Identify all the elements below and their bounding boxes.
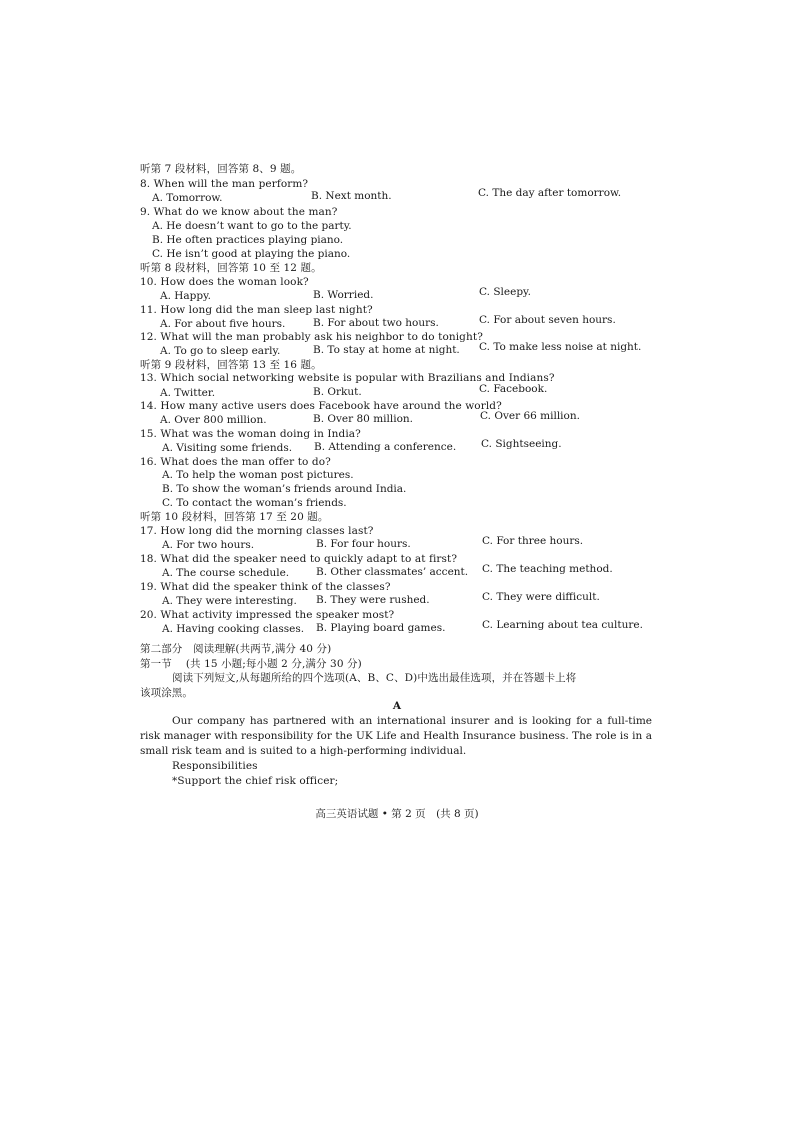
q13-option-c: C. Facebook. [479, 383, 548, 395]
question-12-stem: 12. What will the man probably ask his neighbor to do tonight? [140, 331, 483, 343]
q20-option-a: A. Having cooking classes. [162, 623, 305, 635]
q16-option-a: A. To help the woman post pictures. [162, 469, 354, 481]
part2-title: 第二部分 阅读理解(共两节,满分 40 分) [140, 643, 332, 655]
q10-option-c: C. Sleepy. [479, 286, 531, 298]
question-11-stem: 11. How long did the man sleep last night? [140, 304, 373, 316]
question-17-stem: 17. How long did the morning classes last? [140, 525, 374, 537]
q19-option-a: A. They were interesting. [162, 595, 297, 607]
question-15-stem: 15. What was the woman doing in India? [140, 428, 361, 440]
responsibility-item-1: *Support the chief risk officer; [172, 775, 339, 787]
q18-option-b: B. Other classmates’ accent. [316, 566, 469, 578]
section-heading-8: 听第 8 段材料，回答第 10 至 12 题。 [140, 262, 322, 274]
q13-option-b: B. Orkut. [313, 386, 362, 398]
q8-option-c: C. The day after tomorrow. [478, 187, 622, 199]
q12-option-a: A. To go to sleep early. [160, 345, 281, 357]
section-heading-10: 听第 10 段材料，回答第 17 至 20 题。 [140, 511, 329, 523]
q9-option-c: C. He isn’t good at playing the piano. [152, 248, 351, 260]
q11-option-a: A. For about five hours. [160, 318, 286, 330]
part2-subsection: 第一节 (共 15 小题;每小题 2 分,满分 30 分) [140, 658, 362, 670]
question-14-stem: 14. How many active users does Facebook have around the world? [140, 400, 502, 412]
q16-option-c: C. To contact the woman’s friends. [162, 497, 347, 509]
question-9-stem: 9. What do we know about the man? [140, 206, 338, 218]
q13-option-a: A. Twitter. [160, 387, 216, 399]
passage-label: A [392, 700, 402, 712]
q9-option-b: B. He often practices playing piano. [152, 234, 344, 246]
q12-option-c: C. To make less noise at night. [479, 341, 642, 353]
q12-option-b: B. To stay at home at night. [313, 344, 460, 356]
q14-option-c: C. Over 66 million. [480, 410, 580, 422]
question-20-stem: 20. What activity impressed the speaker most? [140, 609, 395, 621]
q20-option-c: C. Learning about tea culture. [482, 619, 643, 631]
q14-option-b: B. Over 80 million. [313, 413, 414, 425]
question-13-stem: 13. Which social networking website is popular with Brazilians and Indians? [140, 372, 555, 384]
question-19-stem: 19. What did the speaker think of the classes? [140, 581, 391, 593]
q8-option-b: B. Next month. [311, 190, 392, 202]
question-18-stem: 18. What did the speaker need to quickly adapt to at first? [140, 553, 458, 565]
q8-option-a: A. Tomorrow. [152, 192, 223, 204]
q18-option-c: C. The teaching method. [482, 563, 613, 575]
q17-option-a: A. For two hours. [162, 539, 255, 551]
section-heading-7: 听第 7 段材料，回答第 8、9 题。 [140, 163, 302, 175]
q9-option-a: A. He doesn’t want to go to the party. [152, 220, 352, 232]
q19-option-c: C. They were difficult. [482, 591, 600, 603]
q20-option-b: B. Playing board games. [316, 622, 446, 634]
page-footer: 高三英语试题 • 第 2 页 (共 8 页) [315, 808, 479, 820]
q14-option-a: A. Over 800 million. [160, 414, 267, 426]
q10-option-b: B. Worried. [313, 289, 374, 301]
q15-option-a: A. Visiting some friends. [162, 442, 293, 454]
question-10-stem: 10. How does the woman look? [140, 276, 309, 288]
q15-option-b: B. Attending a conference. [314, 441, 457, 453]
q11-option-c: C. For about seven hours. [479, 314, 616, 326]
q10-option-a: A. Happy. [160, 290, 211, 302]
question-8-stem: 8. When will the man perform? [140, 178, 309, 190]
q15-option-c: C. Sightseeing. [481, 438, 562, 450]
q19-option-b: B. They were rushed. [316, 594, 430, 606]
q17-option-c: C. For three hours. [482, 535, 584, 547]
part2-instruction-line1: 阅读下列短文,从每题所给的四个选项(A、B、C、D)中选出最佳选项，并在答题卡上将 [172, 672, 577, 684]
q16-option-b: B. To show the woman’s friends around India. [162, 483, 407, 495]
section-heading-9: 听第 9 段材料，回答第 13 至 16 题。 [140, 359, 322, 371]
q18-option-a: A. The course schedule. [162, 567, 290, 579]
q17-option-b: B. For four hours. [316, 538, 411, 550]
question-16-stem: 16. What does the man offer to do? [140, 456, 331, 468]
part2-instruction-line2: 该项涂黑。 [140, 687, 193, 699]
passage-a-paragraph: Our company has partnered with an international insurer and is looking for a full-time risk manager with responsibility for the UK Life and Health Insurance business. The role is in a small risk team and is suited to a high-performing individual. [140, 715, 652, 757]
responsibilities-heading: Responsibilities [172, 760, 258, 772]
q11-option-b: B. For about two hours. [313, 317, 439, 329]
